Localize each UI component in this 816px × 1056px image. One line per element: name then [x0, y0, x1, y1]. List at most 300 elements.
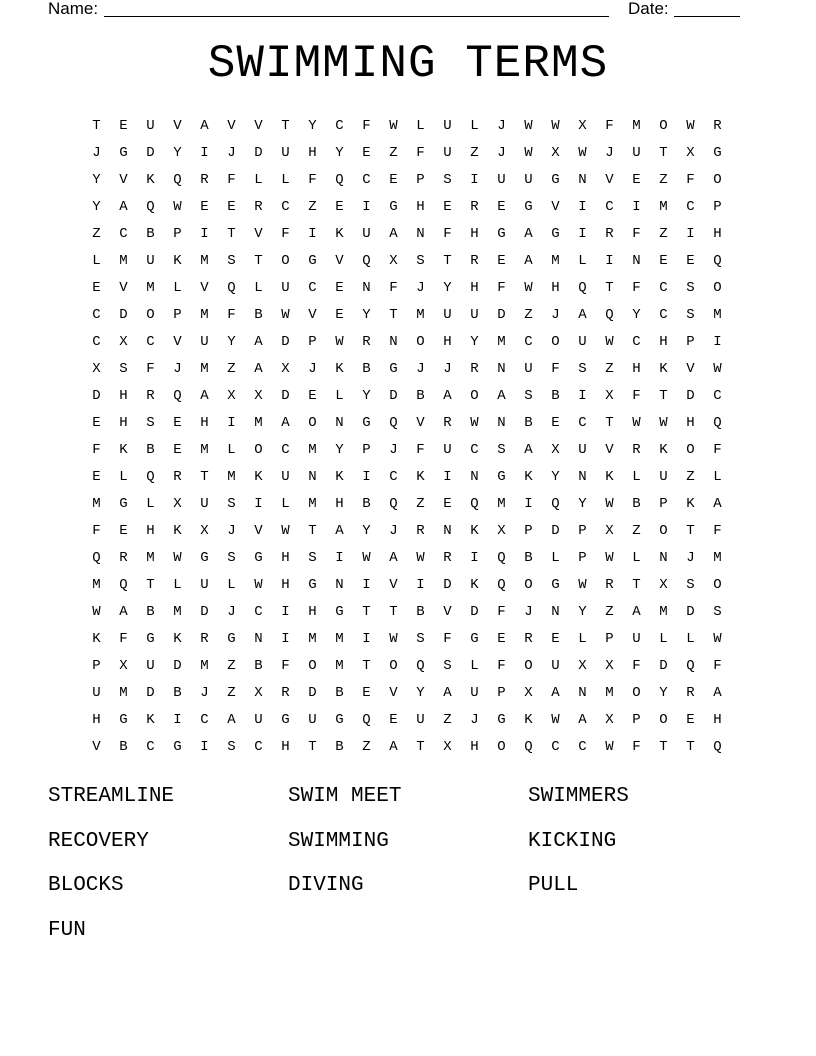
- grid-letter[interactable]: J: [200, 685, 209, 701]
- grid-letter[interactable]: T: [632, 577, 641, 593]
- grid-letter[interactable]: F: [227, 307, 236, 323]
- grid-letter[interactable]: O: [308, 415, 317, 431]
- grid-letter[interactable]: O: [497, 739, 506, 755]
- grid-letter[interactable]: Q: [524, 739, 533, 755]
- grid-letter[interactable]: A: [335, 523, 344, 539]
- grid-letter[interactable]: M: [200, 442, 209, 458]
- grid-letter[interactable]: G: [200, 550, 209, 566]
- grid-letter[interactable]: B: [551, 388, 560, 404]
- grid-letter[interactable]: K: [524, 712, 533, 728]
- grid-letter[interactable]: Y: [308, 118, 317, 134]
- grid-letter[interactable]: L: [254, 172, 263, 188]
- grid-letter[interactable]: F: [497, 280, 506, 296]
- grid-letter[interactable]: F: [443, 631, 452, 647]
- grid-letter[interactable]: H: [335, 496, 344, 512]
- grid-letter[interactable]: S: [686, 280, 695, 296]
- grid-letter[interactable]: V: [173, 334, 182, 350]
- grid-letter[interactable]: N: [443, 523, 452, 539]
- grid-letter[interactable]: N: [659, 550, 668, 566]
- grid-letter[interactable]: V: [389, 685, 398, 701]
- grid-letter[interactable]: P: [578, 550, 587, 566]
- grid-letter[interactable]: S: [443, 172, 452, 188]
- grid-letter[interactable]: I: [200, 226, 209, 242]
- grid-letter[interactable]: J: [524, 604, 533, 620]
- grid-letter[interactable]: E: [443, 199, 452, 215]
- grid-letter[interactable]: S: [227, 253, 236, 269]
- grid-letter[interactable]: T: [659, 388, 668, 404]
- grid-letter[interactable]: K: [173, 523, 182, 539]
- grid-letter[interactable]: K: [524, 469, 533, 485]
- grid-letter[interactable]: H: [308, 604, 317, 620]
- grid-letter[interactable]: P: [605, 631, 614, 647]
- grid-letter[interactable]: L: [227, 442, 236, 458]
- grid-letter[interactable]: F: [362, 118, 371, 134]
- grid-letter[interactable]: Q: [362, 253, 371, 269]
- grid-letter[interactable]: Y: [551, 469, 560, 485]
- grid-letter[interactable]: A: [524, 442, 533, 458]
- grid-letter[interactable]: V: [254, 523, 263, 539]
- grid-letter[interactable]: U: [578, 334, 587, 350]
- grid-letter[interactable]: U: [308, 712, 317, 728]
- grid-letter[interactable]: J: [551, 307, 560, 323]
- grid-letter[interactable]: M: [335, 658, 344, 674]
- grid-letter[interactable]: D: [119, 307, 128, 323]
- grid-letter[interactable]: Q: [416, 658, 425, 674]
- grid-letter[interactable]: F: [497, 604, 506, 620]
- grid-letter[interactable]: J: [389, 523, 398, 539]
- grid-letter[interactable]: M: [497, 496, 506, 512]
- grid-letter[interactable]: A: [281, 415, 290, 431]
- grid-letter[interactable]: W: [551, 712, 560, 728]
- grid-letter[interactable]: R: [686, 685, 695, 701]
- grid-letter[interactable]: A: [389, 226, 398, 242]
- grid-letter[interactable]: V: [92, 739, 101, 755]
- grid-letter[interactable]: Q: [497, 550, 506, 566]
- grid-letter[interactable]: M: [713, 307, 722, 323]
- grid-letter[interactable]: T: [416, 739, 425, 755]
- grid-letter[interactable]: H: [200, 415, 209, 431]
- grid-letter[interactable]: K: [335, 469, 344, 485]
- grid-letter[interactable]: I: [227, 415, 236, 431]
- grid-letter[interactable]: D: [497, 307, 506, 323]
- grid-letter[interactable]: R: [173, 469, 182, 485]
- grid-letter[interactable]: I: [632, 199, 641, 215]
- grid-letter[interactable]: J: [497, 118, 506, 134]
- grid-letter[interactable]: G: [389, 361, 398, 377]
- grid-letter[interactable]: Y: [362, 307, 371, 323]
- grid-letter[interactable]: Y: [470, 334, 479, 350]
- grid-letter[interactable]: O: [713, 172, 722, 188]
- grid-letter[interactable]: W: [416, 550, 425, 566]
- grid-letter[interactable]: N: [335, 577, 344, 593]
- grid-letter[interactable]: F: [281, 226, 290, 242]
- grid-letter[interactable]: I: [578, 226, 587, 242]
- grid-letter[interactable]: C: [713, 388, 722, 404]
- grid-letter[interactable]: V: [389, 577, 398, 593]
- grid-letter[interactable]: B: [119, 739, 128, 755]
- grid-letter[interactable]: O: [524, 577, 533, 593]
- grid-letter[interactable]: W: [524, 280, 533, 296]
- grid-letter[interactable]: M: [200, 361, 209, 377]
- grid-letter[interactable]: X: [551, 442, 560, 458]
- grid-letter[interactable]: Q: [605, 307, 614, 323]
- grid-letter[interactable]: T: [686, 739, 695, 755]
- grid-letter[interactable]: Z: [362, 739, 371, 755]
- grid-letter[interactable]: X: [605, 523, 614, 539]
- grid-letter[interactable]: L: [632, 550, 641, 566]
- grid-letter[interactable]: V: [173, 118, 182, 134]
- grid-letter[interactable]: V: [119, 172, 128, 188]
- grid-letter[interactable]: N: [470, 469, 479, 485]
- grid-letter[interactable]: L: [632, 469, 641, 485]
- grid-letter[interactable]: E: [335, 199, 344, 215]
- grid-letter[interactable]: M: [119, 253, 128, 269]
- grid-letter[interactable]: M: [92, 577, 101, 593]
- grid-letter[interactable]: I: [605, 253, 614, 269]
- grid-letter[interactable]: X: [173, 496, 182, 512]
- grid-letter[interactable]: E: [389, 172, 398, 188]
- grid-letter[interactable]: B: [524, 415, 533, 431]
- grid-letter[interactable]: C: [362, 172, 371, 188]
- grid-letter[interactable]: C: [389, 469, 398, 485]
- grid-letter[interactable]: H: [713, 712, 722, 728]
- grid-letter[interactable]: J: [389, 442, 398, 458]
- grid-letter[interactable]: G: [551, 172, 560, 188]
- grid-letter[interactable]: R: [281, 685, 290, 701]
- grid-letter[interactable]: R: [470, 199, 479, 215]
- grid-letter[interactable]: V: [227, 118, 236, 134]
- grid-letter[interactable]: M: [308, 496, 317, 512]
- grid-letter[interactable]: K: [173, 253, 182, 269]
- grid-letter[interactable]: G: [119, 496, 128, 512]
- grid-letter[interactable]: P: [578, 523, 587, 539]
- grid-letter[interactable]: A: [524, 226, 533, 242]
- grid-letter[interactable]: R: [443, 415, 452, 431]
- grid-letter[interactable]: U: [524, 172, 533, 188]
- grid-letter[interactable]: N: [497, 361, 506, 377]
- grid-letter[interactable]: H: [659, 334, 668, 350]
- grid-letter[interactable]: L: [146, 496, 155, 512]
- grid-letter[interactable]: Z: [416, 496, 425, 512]
- grid-letter[interactable]: D: [146, 685, 155, 701]
- grid-letter[interactable]: L: [470, 658, 479, 674]
- grid-letter[interactable]: I: [416, 577, 425, 593]
- grid-letter[interactable]: Q: [173, 172, 182, 188]
- grid-letter[interactable]: H: [443, 334, 452, 350]
- grid-letter[interactable]: K: [254, 469, 263, 485]
- grid-letter[interactable]: K: [659, 361, 668, 377]
- grid-letter[interactable]: D: [146, 145, 155, 161]
- grid-letter[interactable]: R: [713, 118, 722, 134]
- grid-letter[interactable]: M: [416, 307, 425, 323]
- grid-letter[interactable]: T: [605, 415, 614, 431]
- grid-letter[interactable]: A: [497, 388, 506, 404]
- grid-letter[interactable]: K: [659, 442, 668, 458]
- grid-letter[interactable]: U: [200, 334, 209, 350]
- grid-letter[interactable]: W: [713, 361, 722, 377]
- grid-letter[interactable]: U: [632, 631, 641, 647]
- grid-letter[interactable]: G: [524, 199, 533, 215]
- grid-letter[interactable]: M: [200, 658, 209, 674]
- grid-letter[interactable]: T: [389, 307, 398, 323]
- grid-letter[interactable]: E: [173, 415, 182, 431]
- grid-letter[interactable]: X: [578, 658, 587, 674]
- grid-letter[interactable]: I: [254, 496, 263, 512]
- grid-letter[interactable]: B: [632, 496, 641, 512]
- grid-letter[interactable]: L: [659, 631, 668, 647]
- grid-letter[interactable]: V: [254, 226, 263, 242]
- grid-letter[interactable]: E: [497, 199, 506, 215]
- grid-letter[interactable]: A: [632, 604, 641, 620]
- grid-letter[interactable]: K: [146, 712, 155, 728]
- grid-letter[interactable]: O: [713, 280, 722, 296]
- grid-letter[interactable]: R: [632, 442, 641, 458]
- grid-letter[interactable]: V: [443, 604, 452, 620]
- grid-letter[interactable]: N: [416, 226, 425, 242]
- grid-letter[interactable]: C: [578, 415, 587, 431]
- grid-letter[interactable]: M: [200, 253, 209, 269]
- grid-letter[interactable]: U: [443, 145, 452, 161]
- grid-letter[interactable]: Y: [632, 307, 641, 323]
- grid-letter[interactable]: W: [173, 550, 182, 566]
- grid-letter[interactable]: C: [632, 334, 641, 350]
- grid-letter[interactable]: M: [632, 118, 641, 134]
- grid-letter[interactable]: Y: [578, 496, 587, 512]
- grid-letter[interactable]: I: [281, 604, 290, 620]
- grid-letter[interactable]: D: [686, 388, 695, 404]
- grid-letter[interactable]: Q: [389, 415, 398, 431]
- grid-letter[interactable]: V: [254, 118, 263, 134]
- grid-letter[interactable]: F: [632, 739, 641, 755]
- grid-letter[interactable]: X: [254, 685, 263, 701]
- grid-letter[interactable]: Q: [335, 172, 344, 188]
- grid-letter[interactable]: Y: [416, 685, 425, 701]
- grid-letter[interactable]: C: [146, 334, 155, 350]
- grid-letter[interactable]: J: [605, 145, 614, 161]
- grid-letter[interactable]: X: [200, 523, 209, 539]
- grid-letter[interactable]: L: [470, 118, 479, 134]
- grid-letter[interactable]: M: [605, 685, 614, 701]
- grid-letter[interactable]: H: [416, 199, 425, 215]
- grid-letter[interactable]: Q: [92, 550, 101, 566]
- grid-letter[interactable]: F: [551, 361, 560, 377]
- grid-letter[interactable]: V: [605, 172, 614, 188]
- grid-letter[interactable]: H: [281, 577, 290, 593]
- grid-letter[interactable]: G: [497, 469, 506, 485]
- grid-letter[interactable]: H: [281, 739, 290, 755]
- grid-letter[interactable]: Z: [632, 523, 641, 539]
- grid-letter[interactable]: U: [470, 307, 479, 323]
- grid-letter[interactable]: Q: [389, 496, 398, 512]
- grid-letter[interactable]: X: [389, 253, 398, 269]
- grid-letter[interactable]: B: [146, 604, 155, 620]
- grid-letter[interactable]: U: [578, 442, 587, 458]
- grid-letter[interactable]: F: [416, 442, 425, 458]
- grid-letter[interactable]: D: [443, 577, 452, 593]
- grid-letter[interactable]: G: [497, 226, 506, 242]
- grid-letter[interactable]: W: [605, 334, 614, 350]
- grid-letter[interactable]: I: [362, 577, 371, 593]
- grid-letter[interactable]: W: [578, 577, 587, 593]
- grid-letter[interactable]: Z: [443, 712, 452, 728]
- grid-letter[interactable]: V: [416, 415, 425, 431]
- grid-letter[interactable]: M: [308, 631, 317, 647]
- grid-letter[interactable]: D: [281, 334, 290, 350]
- grid-letter[interactable]: L: [551, 550, 560, 566]
- grid-letter[interactable]: M: [308, 442, 317, 458]
- grid-letter[interactable]: A: [389, 739, 398, 755]
- grid-letter[interactable]: H: [470, 226, 479, 242]
- grid-letter[interactable]: L: [281, 172, 290, 188]
- grid-letter[interactable]: Y: [578, 604, 587, 620]
- grid-letter[interactable]: U: [146, 658, 155, 674]
- grid-letter[interactable]: L: [173, 280, 182, 296]
- grid-letter[interactable]: G: [335, 604, 344, 620]
- grid-letter[interactable]: U: [443, 442, 452, 458]
- grid-letter[interactable]: P: [713, 199, 722, 215]
- grid-letter[interactable]: E: [92, 280, 101, 296]
- grid-letter[interactable]: S: [146, 415, 155, 431]
- grid-letter[interactable]: W: [578, 145, 587, 161]
- grid-letter[interactable]: K: [335, 226, 344, 242]
- grid-letter[interactable]: Y: [443, 280, 452, 296]
- grid-letter[interactable]: Q: [551, 496, 560, 512]
- grid-letter[interactable]: Z: [470, 145, 479, 161]
- grid-letter[interactable]: C: [605, 199, 614, 215]
- grid-letter[interactable]: P: [686, 334, 695, 350]
- grid-letter[interactable]: G: [227, 631, 236, 647]
- grid-letter[interactable]: J: [470, 712, 479, 728]
- grid-letter[interactable]: H: [632, 361, 641, 377]
- grid-letter[interactable]: Y: [659, 685, 668, 701]
- grid-letter[interactable]: M: [227, 469, 236, 485]
- grid-letter[interactable]: K: [173, 631, 182, 647]
- grid-letter[interactable]: E: [497, 253, 506, 269]
- grid-letter[interactable]: G: [308, 253, 317, 269]
- grid-letter[interactable]: I: [470, 550, 479, 566]
- grid-letter[interactable]: X: [605, 712, 614, 728]
- grid-letter[interactable]: J: [173, 361, 182, 377]
- grid-letter[interactable]: L: [335, 388, 344, 404]
- grid-letter[interactable]: E: [362, 145, 371, 161]
- grid-letter[interactable]: N: [551, 604, 560, 620]
- grid-letter[interactable]: P: [173, 307, 182, 323]
- grid-letter[interactable]: A: [578, 712, 587, 728]
- grid-letter[interactable]: M: [146, 550, 155, 566]
- grid-letter[interactable]: M: [173, 604, 182, 620]
- grid-letter[interactable]: X: [659, 577, 668, 593]
- grid-letter[interactable]: M: [713, 550, 722, 566]
- grid-letter[interactable]: I: [578, 199, 587, 215]
- grid-letter[interactable]: B: [146, 226, 155, 242]
- grid-letter[interactable]: V: [119, 280, 128, 296]
- grid-letter[interactable]: W: [605, 550, 614, 566]
- grid-letter[interactable]: Z: [605, 604, 614, 620]
- grid-letter[interactable]: T: [443, 253, 452, 269]
- grid-letter[interactable]: S: [416, 253, 425, 269]
- grid-letter[interactable]: C: [470, 442, 479, 458]
- grid-letter[interactable]: I: [200, 739, 209, 755]
- grid-letter[interactable]: C: [308, 280, 317, 296]
- grid-letter[interactable]: X: [524, 685, 533, 701]
- grid-letter[interactable]: F: [443, 226, 452, 242]
- grid-letter[interactable]: C: [200, 712, 209, 728]
- grid-letter[interactable]: N: [632, 253, 641, 269]
- grid-letter[interactable]: G: [551, 226, 560, 242]
- grid-letter[interactable]: Y: [362, 388, 371, 404]
- grid-letter[interactable]: E: [632, 172, 641, 188]
- grid-letter[interactable]: L: [578, 631, 587, 647]
- grid-letter[interactable]: L: [416, 118, 425, 134]
- grid-letter[interactable]: E: [497, 631, 506, 647]
- grid-letter[interactable]: I: [443, 469, 452, 485]
- grid-letter[interactable]: U: [443, 307, 452, 323]
- grid-letter[interactable]: Z: [227, 685, 236, 701]
- grid-letter[interactable]: W: [254, 577, 263, 593]
- grid-letter[interactable]: A: [443, 388, 452, 404]
- grid-letter[interactable]: H: [686, 415, 695, 431]
- grid-letter[interactable]: U: [200, 577, 209, 593]
- grid-letter[interactable]: J: [686, 550, 695, 566]
- grid-letter[interactable]: U: [281, 145, 290, 161]
- grid-letter[interactable]: Y: [227, 334, 236, 350]
- grid-letter[interactable]: X: [443, 739, 452, 755]
- grid-letter[interactable]: C: [659, 307, 668, 323]
- grid-letter[interactable]: Q: [686, 658, 695, 674]
- grid-letter[interactable]: F: [308, 172, 317, 188]
- grid-letter[interactable]: J: [443, 361, 452, 377]
- grid-letter[interactable]: G: [470, 631, 479, 647]
- grid-letter[interactable]: D: [551, 523, 560, 539]
- grid-letter[interactable]: X: [281, 361, 290, 377]
- grid-letter[interactable]: D: [389, 388, 398, 404]
- grid-letter[interactable]: P: [524, 523, 533, 539]
- grid-letter[interactable]: T: [686, 523, 695, 539]
- grid-letter[interactable]: T: [308, 523, 317, 539]
- grid-letter[interactable]: U: [632, 145, 641, 161]
- grid-letter[interactable]: Q: [119, 577, 128, 593]
- grid-letter[interactable]: H: [470, 739, 479, 755]
- grid-letter[interactable]: P: [362, 442, 371, 458]
- grid-letter[interactable]: T: [389, 604, 398, 620]
- grid-letter[interactable]: M: [659, 604, 668, 620]
- grid-letter[interactable]: Y: [173, 145, 182, 161]
- grid-letter[interactable]: Z: [308, 199, 317, 215]
- grid-letter[interactable]: D: [254, 145, 263, 161]
- grid-letter[interactable]: W: [605, 496, 614, 512]
- grid-letter[interactable]: R: [200, 172, 209, 188]
- grid-letter[interactable]: F: [92, 442, 101, 458]
- grid-letter[interactable]: U: [92, 685, 101, 701]
- grid-letter[interactable]: G: [146, 631, 155, 647]
- grid-letter[interactable]: Q: [146, 469, 155, 485]
- grid-letter[interactable]: T: [200, 469, 209, 485]
- grid-letter[interactable]: S: [227, 550, 236, 566]
- grid-letter[interactable]: B: [335, 685, 344, 701]
- grid-letter[interactable]: E: [686, 712, 695, 728]
- grid-letter[interactable]: F: [632, 658, 641, 674]
- grid-letter[interactable]: Z: [227, 658, 236, 674]
- grid-letter[interactable]: X: [119, 658, 128, 674]
- grid-letter[interactable]: D: [308, 685, 317, 701]
- grid-letter[interactable]: F: [497, 658, 506, 674]
- grid-letter[interactable]: N: [335, 415, 344, 431]
- grid-letter[interactable]: Z: [524, 307, 533, 323]
- grid-letter[interactable]: L: [92, 253, 101, 269]
- grid-letter[interactable]: R: [470, 361, 479, 377]
- grid-letter[interactable]: U: [551, 658, 560, 674]
- grid-letter[interactable]: A: [551, 685, 560, 701]
